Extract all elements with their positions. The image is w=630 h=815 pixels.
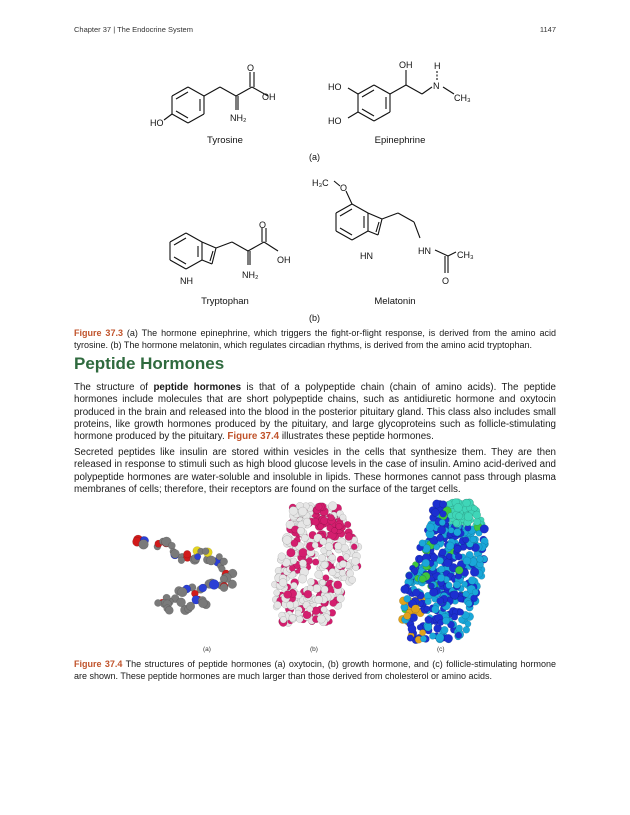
atom-ball [286,601,293,608]
figure-37-4-ref: Figure 37.4 [74,659,123,669]
atom-ball [454,503,463,512]
atom-ball [345,533,353,541]
atom-ball [312,518,319,525]
atom-ball [404,595,411,602]
atom-ball [287,548,296,557]
atom-ball [183,550,191,558]
paragraph-2: Secreted peptides like insulin are stored within vesicles in the cells that synthesize them. They are then released in response to stimuli such as high blood glucose levels in the case of insulin. Amino acid-derived and polypeptide hormones are water-soluble and insoluble in lipids. These hormones cannot pass through plasma membranes of cells; therefore, their receptors are found on the surface of the target cells. [74,447,556,495]
atom-ball [308,578,315,585]
atom-ball [289,507,298,516]
atom-ball [337,595,345,603]
atom-ball [407,635,414,642]
atom-ball [463,537,469,543]
atom-ball [334,581,342,589]
atom-ball [291,558,297,564]
atom-ball [425,598,432,605]
atom-ball [343,554,349,560]
melatonin-label: Melatonin [374,296,416,307]
atom-ball [424,606,430,612]
atom-ball [443,617,450,624]
atom-ball [313,584,321,592]
atom-ball [454,528,462,536]
melatonin-hn: HN [418,246,431,256]
atom-ball [299,560,306,567]
epinephrine-ho1: HO [328,82,342,92]
epinephrine-ho2: HO [328,116,342,126]
melatonin-ch3: CH₃ [457,250,474,260]
figure-37-4-caption-text: The structures of peptide hormones (a) oxytocin, (b) growth hormone, and (c) follicle-stimulating hormone are shown. These peptide hormones are much larger than those derived from cholesterol or amino acids. [74,659,556,681]
atom-ball [406,572,413,579]
atom-ball [278,553,286,561]
atom-ball [451,614,458,621]
atom-ball [301,534,308,541]
section-heading: Peptide Hormones [74,354,225,373]
fig-37-4-label-b: (b) [310,646,318,653]
atom-ball [437,534,444,541]
atom-ball [291,582,298,589]
atom-ball [220,584,228,592]
atom-ball [408,625,416,633]
atom-ball [432,606,440,614]
epinephrine-label: Epinephrine [374,135,426,146]
atom-ball [315,596,323,604]
atom-ball [296,615,303,622]
atom-ball [279,579,287,587]
atom-ball [446,582,453,589]
paragraph-1 [74,382,556,443]
atom-ball [139,540,149,550]
epinephrine-oh: OH [399,60,413,70]
atom-ball [440,501,447,508]
atom-ball [428,583,434,589]
atom-ball [463,499,471,507]
atom-ball [325,543,333,551]
atom-ball [315,570,323,578]
atom-ball [412,605,420,613]
atom-ball [297,527,304,534]
atom-ball [283,536,292,545]
atom-ball [328,502,337,511]
tyrosine-structure [150,60,300,135]
atom-ball [465,621,471,627]
melatonin-hn-ring: HN [360,251,373,261]
atom-ball [321,517,329,525]
atom-ball [437,597,444,604]
oxytocin-structure [128,522,248,622]
atom-ball [480,525,489,534]
p1-text-b: is that of a polypeptide chain (chain of amino acids). The peptide hormones include molecules that are short polypeptide chains, such as antidiuretic hormone and oxytocin produced in the brain and released into the blood in the posterior pituitary gland. This class also includes small proteins, like growth hormones produced by the pituitary, and large glycoproteins such as follicle-stimulating hormone produced by the pituitary. [74,382,556,443]
atom-ball [453,581,460,588]
atom-ball [455,566,463,574]
atom-ball [463,557,471,565]
atom-ball [404,612,411,619]
atom-ball [455,632,461,638]
atom-ball [295,610,301,616]
atom-ball [444,634,453,643]
atom-ball [446,553,452,559]
atom-ball [434,544,440,550]
atom-ball [453,520,460,527]
atom-ball [165,606,173,614]
atom-ball [352,557,360,565]
atom-ball [220,558,228,566]
atom-ball [321,606,327,612]
atom-ball [456,513,463,520]
atom-ball [178,587,188,597]
tryptophan-nh: NH [180,276,193,286]
tryptophan-nh2: NH₂ [242,270,259,280]
melatonin-o-ether: O [340,183,348,193]
atom-ball [298,507,307,516]
atom-ball [429,588,437,596]
atom-ball [437,526,445,534]
atom-ball [289,614,296,621]
atom-ball [473,511,481,519]
atom-ball [468,577,476,585]
atom-ball [317,615,325,623]
atom-ball [154,599,161,606]
tryptophan-structure [150,222,300,297]
atom-ball [457,609,464,616]
figure-37-3-caption [74,327,556,351]
atom-ball [437,574,445,582]
atom-ball [466,600,473,607]
atom-ball [426,523,434,531]
atom-ball [284,591,292,599]
atom-ball [470,536,477,543]
atom-ball [320,579,326,585]
panel-b-label: (b) [309,313,320,323]
atom-ball [413,589,421,597]
atom-ball [318,554,325,561]
atom-ball [209,580,219,590]
epinephrine-n: N [433,81,440,91]
atom-ball [299,548,308,557]
atom-ball [321,561,328,568]
fsh-structure [388,496,508,646]
epinephrine-structure [326,58,486,133]
atom-ball [329,554,336,561]
epinephrine-h: H [434,61,441,71]
atom-ball [351,544,357,550]
atom-ball [340,514,347,521]
atom-ball [477,556,484,563]
atom-ball [318,524,324,530]
atom-ball [472,589,478,595]
chapter-header: Chapter 37 | The Endocrine System [74,25,193,34]
atom-ball [207,556,216,565]
atom-ball [312,559,319,566]
atom-ball [422,559,430,567]
atom-ball [464,512,473,521]
tyrosine-label: Tyrosine [207,135,243,146]
tyrosine-ho: HO [150,118,164,128]
epinephrine-ch3: CH₃ [454,93,471,103]
atom-ball [425,616,432,623]
panel-a-label: (a) [309,152,320,162]
figure-37-3-caption-text: (a) The hormone epinephrine, which triggers the fight-or-flight response, is derived from the amino acid tyrosine. (b) The hormone melatonin, which regulates circadian rhythms, is derived from the amino acid tryptophan. [74,328,556,350]
atom-ball [448,527,454,533]
atom-ball [320,538,327,545]
atom-ball [291,540,298,547]
atom-ball [339,570,346,577]
atom-ball [274,601,281,608]
p1-text-c: illustrates these peptide hormones. [279,431,434,443]
atom-ball [432,509,440,517]
atom-ball [424,623,432,631]
tryptophan-label: Tryptophan [201,296,249,307]
atom-ball [339,560,346,567]
atom-ball [440,511,447,518]
atom-ball [202,548,209,555]
tyrosine-oh: OH [262,92,276,102]
atom-ball [401,585,409,593]
page-number: 1147 [539,25,556,34]
atom-ball [470,568,479,577]
atom-ball [419,630,425,636]
figure-37-4-caption [74,658,556,682]
atom-ball [446,542,454,550]
p1-bold-term: peptide hormones [153,382,242,393]
atom-ball [328,514,334,520]
growth-hormone-structure [252,498,377,628]
melatonin-structure [310,176,490,291]
atom-ball [199,584,207,592]
atom-ball [456,625,463,632]
atom-ball [312,542,318,548]
atom-ball [298,575,307,584]
tyrosine-nh2: NH₂ [230,113,247,123]
atom-ball [321,586,328,593]
atom-ball [303,518,311,526]
atom-ball [178,557,185,564]
atom-ball [457,596,463,602]
atom-ball [441,626,448,633]
atom-ball [336,523,342,529]
atom-ball [438,566,445,573]
atom-ball [289,565,295,571]
atom-ball [455,553,462,560]
atom-ball [463,626,470,633]
melatonin-o: O [442,276,450,286]
atom-ball [177,598,186,607]
atom-ball [439,549,446,556]
atom-ball [198,599,207,608]
atom-ball [420,636,426,642]
atom-ball [274,590,280,596]
atom-ball [344,521,351,528]
tryptophan-oh: OH [277,255,291,265]
atom-ball [280,616,287,623]
fig-37-4-label-a: (a) [203,646,211,653]
atom-ball [439,519,445,525]
p1-text-a: The structure of [74,382,154,393]
atom-ball [436,633,445,642]
atom-ball [429,633,436,640]
tyrosine-o: O [247,63,255,73]
atom-ball [304,590,312,598]
figure-37-4-link[interactable]: Figure 37.4 [227,431,280,443]
figure-37-3-ref: Figure 37.3 [74,328,123,338]
atom-ball [444,559,452,567]
fig-37-4-label-c: (c) [437,646,445,653]
atom-ball [462,581,468,587]
atom-ball [307,606,313,612]
atom-ball [419,540,426,547]
melatonin-h3c: H₃C [312,178,329,188]
atom-ball [419,575,426,582]
atom-ball [349,576,356,583]
atom-ball [437,557,444,564]
tryptophan-o: O [259,220,267,230]
atom-ball [454,545,461,552]
atom-ball [334,542,342,550]
atom-ball [412,568,419,575]
atom-ball [315,503,322,510]
